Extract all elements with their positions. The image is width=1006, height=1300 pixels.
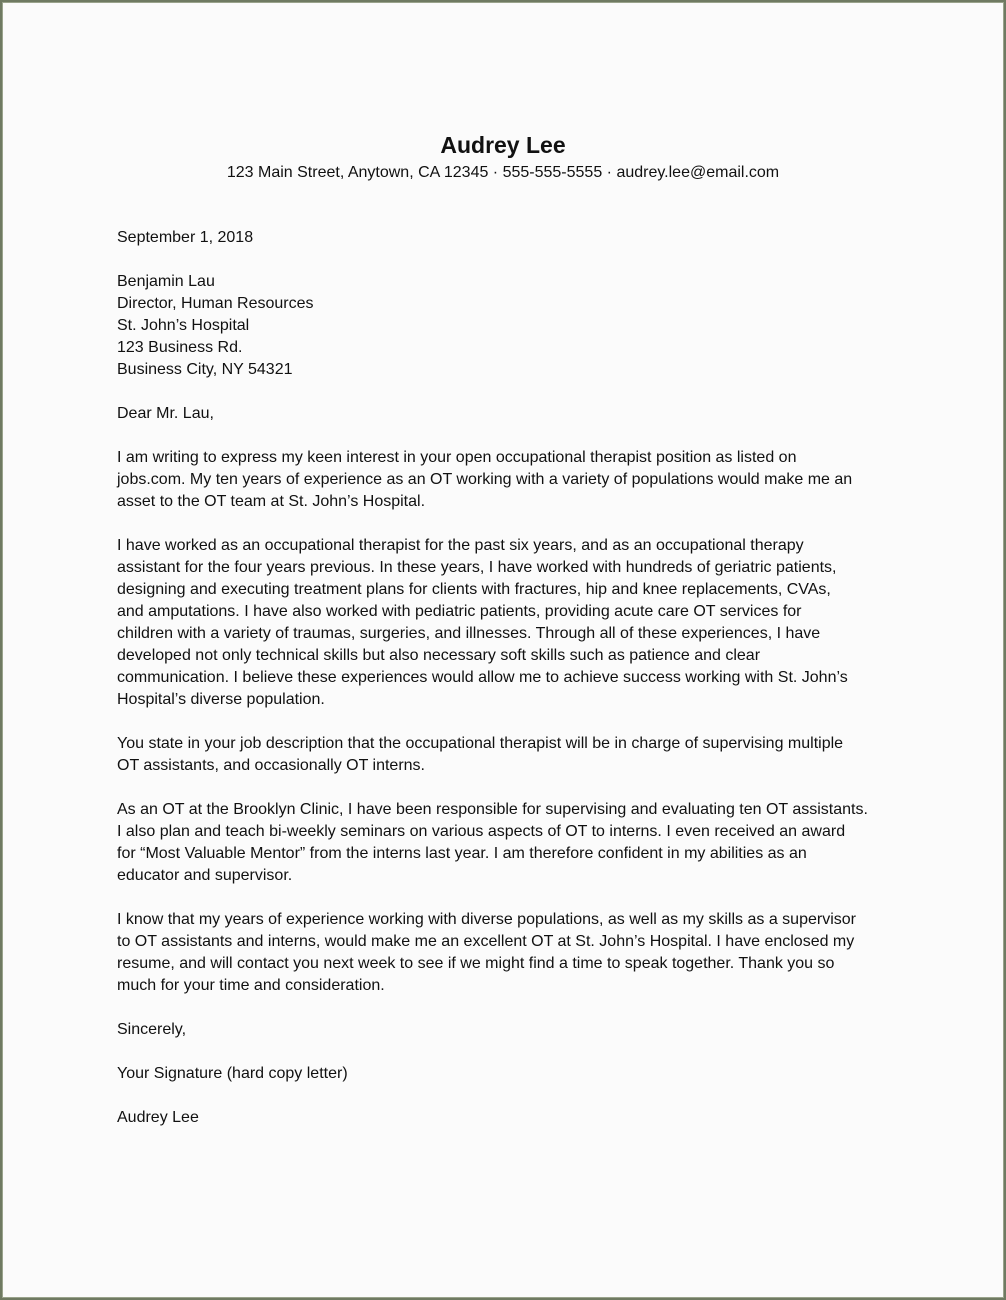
paragraph-line: to OT assistants and interns, would make me an excellent OT at St. John’s Hospital. I have enclosed my [117, 933, 855, 950]
paragraph-line: As an OT at the Brooklyn Clinic, I have been responsible for supervising and evaluating ten OT assistants. [117, 801, 868, 818]
recipient-city: Business City, NY 54321 [117, 361, 293, 378]
paragraph-line: You state in your job description that the occupational therapist will be in charge of supervising multiple [117, 735, 844, 752]
recipient-street: 123 Business Rd. [117, 339, 243, 356]
letter-body [117, 227, 897, 1151]
paragraph-3 [117, 733, 897, 777]
paragraph-line: children with a variety of traumas, surgeries, and illnesses. Through all of these experiences, I have [117, 625, 821, 642]
paragraph-5 [117, 909, 897, 997]
paragraph-line: developed not only technical skills but also necessary soft skills such as patience and clear [117, 647, 761, 664]
paragraph-line: resume, and will contact you next week to see if we might find a time to speak together. Thank you so [117, 955, 835, 972]
paragraph-line: I also plan and teach bi-weekly seminars on various aspects of OT to interns. I even received an award [117, 823, 846, 840]
paragraph-line: for “Most Valuable Mentor” from the interns last year. I am therefore confident in my abilities as an [117, 845, 807, 862]
paragraph-line: much for your time and consideration. [117, 977, 385, 994]
letter-header [3, 129, 1003, 185]
paragraph-line: I know that my years of experience working with diverse populations, as well as my skills as a supervisor [117, 911, 856, 928]
paragraph-line: I have worked as an occupational therapist for the past six years, and as an occupational therapy [117, 537, 804, 554]
letter-page [2, 2, 1004, 1298]
paragraph-4 [117, 799, 897, 887]
paragraph-2 [117, 535, 897, 711]
paragraph-line: assistant for the four years previous. In these years, I have worked with hundreds of geriatric patients, [117, 559, 837, 576]
recipient-title: Director, Human Resources [117, 295, 314, 312]
letter-date: September 1, 2018 [117, 229, 254, 246]
paragraph-1 [117, 447, 897, 513]
paragraph-line: Hospital’s diverse population. [117, 691, 325, 708]
salutation: Dear Mr. Lau, [117, 405, 214, 422]
paragraph-line: educator and supervisor. [117, 867, 293, 884]
signature-placeholder: Your Signature (hard copy letter) [117, 1065, 348, 1082]
paragraph-line: asset to the OT team at St. John’s Hospital. [117, 493, 426, 510]
signer-name: Audrey Lee [117, 1109, 199, 1126]
recipient-address [117, 271, 897, 381]
paragraph-line: and amputations. I have also worked with pediatric patients, providing acute care OT services for [117, 603, 802, 620]
paragraph-line: OT assistants, and occasionally OT interns. [117, 757, 425, 774]
paragraph-line: designing and executing treatment plans for clients with fractures, hip and knee replacements, CVAs, [117, 581, 831, 598]
sender-name: Audrey Lee [440, 132, 566, 158]
recipient-name: Benjamin Lau [117, 273, 215, 290]
paragraph-line: I am writing to express my keen interest in your open occupational therapist position as listed on [117, 449, 797, 466]
paragraph-line: jobs.com. My ten years of experience as an OT working with a variety of populations would make me an [117, 471, 853, 488]
closing: Sincerely, [117, 1021, 187, 1038]
recipient-organization: St. John’s Hospital [117, 317, 250, 334]
paragraph-line: communication. I believe these experiences would allow me to achieve success working with St. John’s [117, 669, 848, 686]
sender-contact: 123 Main Street, Anytown, CA 12345 · 555-555-5555 · audrey.lee@email.com [226, 164, 780, 181]
